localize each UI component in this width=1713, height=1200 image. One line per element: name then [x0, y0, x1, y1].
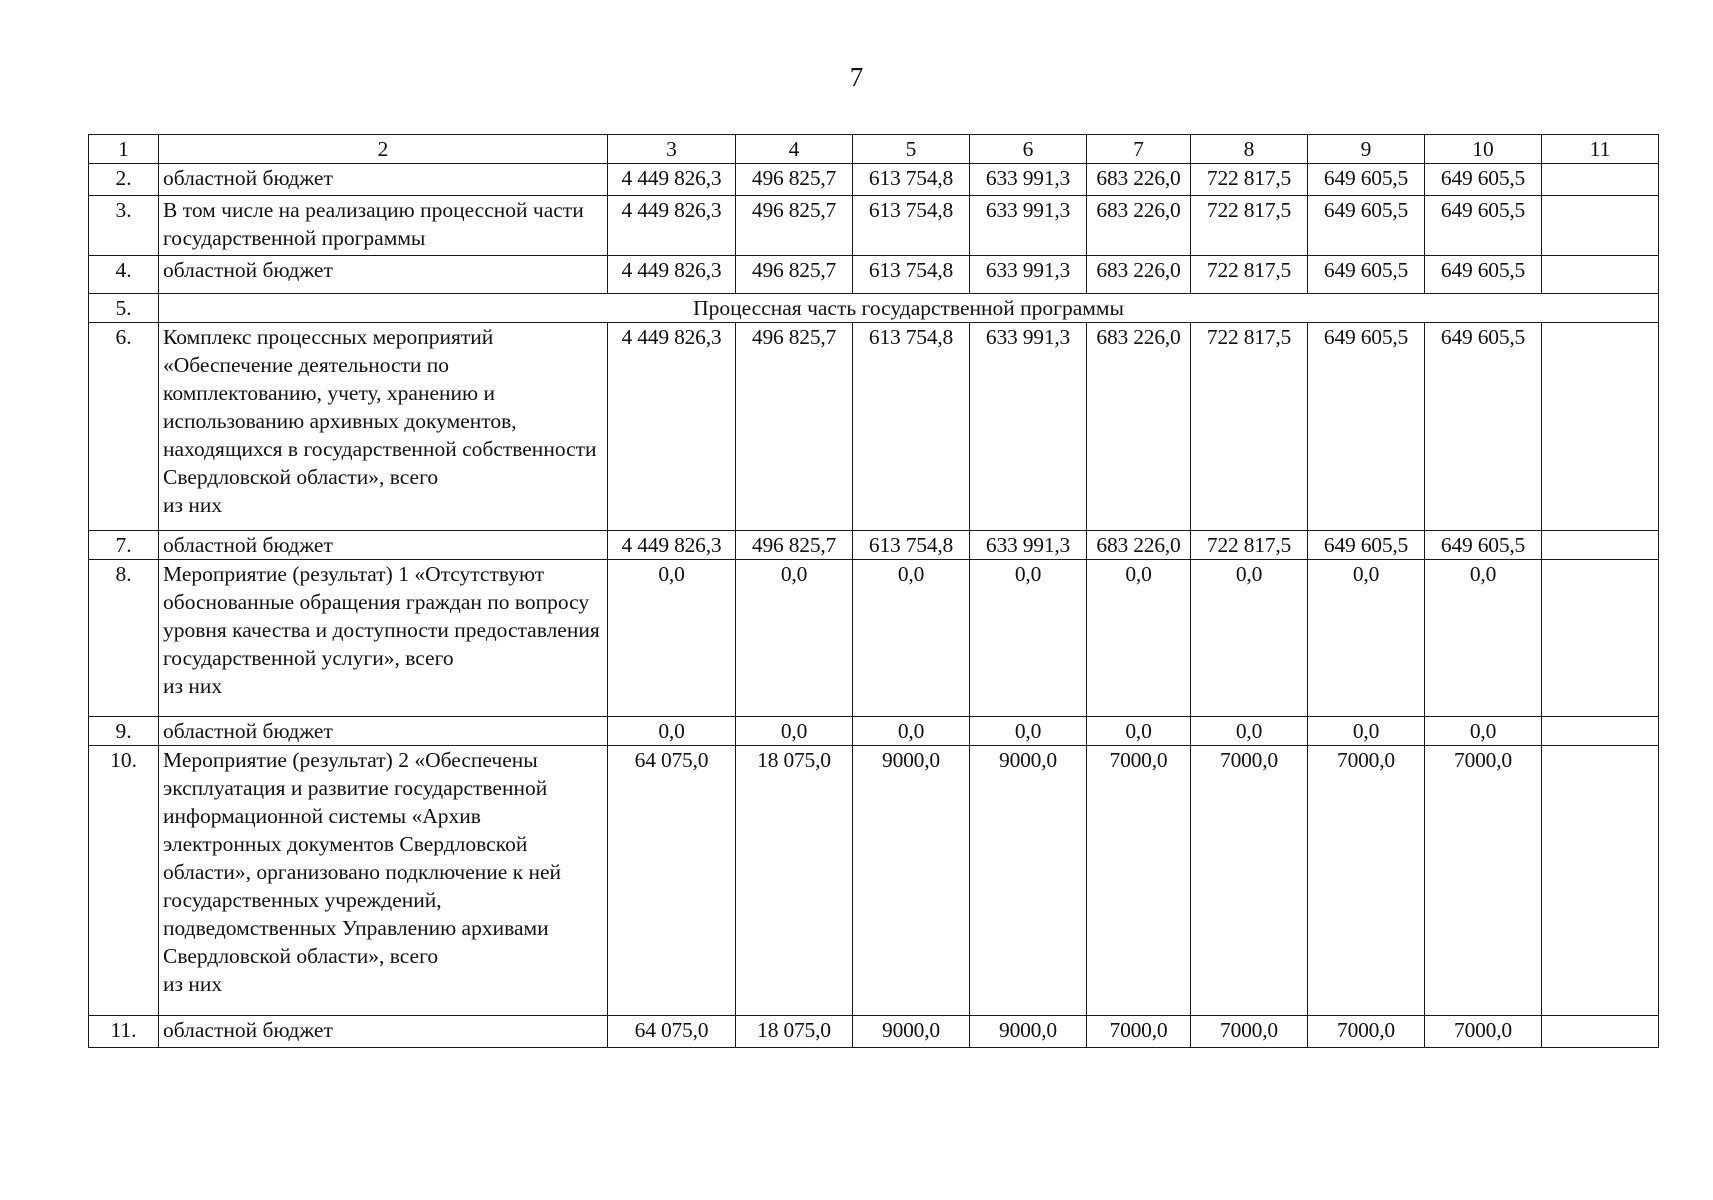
value-cell-col-9: 0,0: [1308, 717, 1425, 746]
value-cell-col-4: 496 825,7: [736, 196, 853, 256]
value-cell-col-4: 496 825,7: [736, 531, 853, 560]
value-cell-col-6: 0,0: [970, 560, 1087, 717]
table-row: [89, 196, 1659, 256]
value-cell-col-3: 4 449 826,3: [608, 531, 736, 560]
value-cell-col-5: 613 754,8: [853, 256, 970, 294]
value-cell-col-8: 0,0: [1191, 717, 1308, 746]
value-cell-col-9: 7000,0: [1308, 746, 1425, 1016]
value-cell-col-4: 0,0: [736, 560, 853, 717]
row-number: 2.: [89, 164, 159, 196]
table-row: [89, 746, 1659, 1016]
row-number: 6.: [89, 323, 159, 531]
value-cell-col-5: 613 754,8: [853, 196, 970, 256]
value-cell-col-6: 633 991,3: [970, 323, 1087, 531]
value-cell-col-11: [1542, 746, 1659, 1016]
value-cell-col-10: 0,0: [1425, 717, 1542, 746]
value-cell-col-10: 649 605,5: [1425, 196, 1542, 256]
value-cell-col-6: 9000,0: [970, 746, 1087, 1016]
value-cell-col-9: 649 605,5: [1308, 196, 1425, 256]
page-number: 7: [849, 62, 864, 92]
header-cell-5: 5: [853, 135, 970, 164]
value-cell-col-11: [1542, 717, 1659, 746]
header-cell-2: 2: [159, 135, 608, 164]
value-cell-col-8: 722 817,5: [1191, 256, 1308, 294]
value-cell-col-4: 496 825,7: [736, 164, 853, 196]
value-cell-col-9: 7000,0: [1308, 1016, 1425, 1048]
value-cell-col-11: [1542, 256, 1659, 294]
value-cell-col-5: 613 754,8: [853, 531, 970, 560]
table-row: [89, 256, 1659, 294]
value-cell-col-3: 0,0: [608, 717, 736, 746]
value-cell-col-5: 613 754,8: [853, 164, 970, 196]
value-cell-col-7: 683 226,0: [1087, 164, 1191, 196]
value-cell-col-5: 9000,0: [853, 746, 970, 1016]
row-label: областной бюджет: [159, 164, 608, 196]
value-cell-col-3: 4 449 826,3: [608, 256, 736, 294]
value-cell-col-4: 18 075,0: [736, 1016, 853, 1048]
value-cell-col-6: 9000,0: [970, 1016, 1087, 1048]
table-row: [89, 717, 1659, 746]
value-cell-col-8: 722 817,5: [1191, 323, 1308, 531]
row-number: 4.: [89, 256, 159, 294]
value-cell-col-7: 683 226,0: [1087, 256, 1191, 294]
value-cell-col-11: [1542, 164, 1659, 196]
value-cell-col-3: 64 075,0: [608, 1016, 736, 1048]
value-cell-col-3: 4 449 826,3: [608, 196, 736, 256]
value-cell-col-10: 7000,0: [1425, 1016, 1542, 1048]
value-cell-col-6: 633 991,3: [970, 531, 1087, 560]
value-cell-col-6: 633 991,3: [970, 196, 1087, 256]
header-row: [89, 135, 1659, 164]
value-cell-col-5: 0,0: [853, 560, 970, 717]
value-cell-col-11: [1542, 323, 1659, 531]
row-number: 8.: [89, 560, 159, 717]
value-cell-col-8: 7000,0: [1191, 1016, 1308, 1048]
value-cell-col-8: 722 817,5: [1191, 164, 1308, 196]
header-cell-7: 7: [1087, 135, 1191, 164]
value-cell-col-6: 633 991,3: [970, 164, 1087, 196]
value-cell-col-7: 7000,0: [1087, 746, 1191, 1016]
value-cell-col-5: 0,0: [853, 717, 970, 746]
row-label: областной бюджет: [159, 717, 608, 746]
row-label: Мероприятие (результат) 1 «Отсутствуют обоснованные обращения граждан по вопросу уровня качества и доступности предоставления государственной услуги», всего из них: [159, 560, 608, 717]
value-cell-col-9: 0,0: [1308, 560, 1425, 717]
header-cell-10: 10: [1425, 135, 1542, 164]
value-cell-col-8: 0,0: [1191, 560, 1308, 717]
budget-table: [88, 134, 1659, 1048]
header-cell-8: 8: [1191, 135, 1308, 164]
value-cell-col-9: 649 605,5: [1308, 164, 1425, 196]
value-cell-col-10: 7000,0: [1425, 746, 1542, 1016]
value-cell-col-8: 7000,0: [1191, 746, 1308, 1016]
row-number: 11.: [89, 1016, 159, 1048]
row-number: 3.: [89, 196, 159, 256]
value-cell-col-9: 649 605,5: [1308, 531, 1425, 560]
value-cell-col-10: 649 605,5: [1425, 323, 1542, 531]
row-label: областной бюджет: [159, 531, 608, 560]
value-cell-col-11: [1542, 196, 1659, 256]
value-cell-col-7: 7000,0: [1087, 1016, 1191, 1048]
value-cell-col-7: 683 226,0: [1087, 323, 1191, 531]
value-cell-col-4: 18 075,0: [736, 746, 853, 1016]
value-cell-col-3: 64 075,0: [608, 746, 736, 1016]
header-cell-4: 4: [736, 135, 853, 164]
section-title: Процессная часть государственной программы: [159, 294, 1659, 323]
value-cell-col-6: 633 991,3: [970, 256, 1087, 294]
table-row: [89, 164, 1659, 196]
row-label: Мероприятие (результат) 2 «Обеспечены эксплуатация и развитие государственной информационной системы «Архив электронных документов Свердловской области», организовано подключение к ней государственных учреждений, подведомственных Управлению архивами Свердловской области», всего из них: [159, 746, 608, 1016]
table-row: [89, 531, 1659, 560]
row-label: В том числе на реализацию процессной части государственной программы: [159, 196, 608, 256]
table-row: [89, 294, 1659, 323]
table-row: [89, 1016, 1659, 1048]
header-cell-3: 3: [608, 135, 736, 164]
value-cell-col-3: 4 449 826,3: [608, 164, 736, 196]
value-cell-col-3: 0,0: [608, 560, 736, 717]
value-cell-col-11: [1542, 1016, 1659, 1048]
value-cell-col-8: 722 817,5: [1191, 531, 1308, 560]
value-cell-col-6: 0,0: [970, 717, 1087, 746]
header-cell-9: 9: [1308, 135, 1425, 164]
value-cell-col-9: 649 605,5: [1308, 256, 1425, 294]
value-cell-col-7: 683 226,0: [1087, 196, 1191, 256]
value-cell-col-5: 613 754,8: [853, 323, 970, 531]
value-cell-col-5: 9000,0: [853, 1016, 970, 1048]
value-cell-col-4: 0,0: [736, 717, 853, 746]
row-label: областной бюджет: [159, 1016, 608, 1048]
row-label: Комплекс процессных мероприятий «Обеспечение деятельности по комплектованию, учету, хранению и использованию архивных документов, находящихся в государственной собственности Свердловской области», всего из них: [159, 323, 608, 531]
value-cell-col-10: 649 605,5: [1425, 256, 1542, 294]
row-number: 5.: [89, 294, 159, 323]
value-cell-col-10: 649 605,5: [1425, 531, 1542, 560]
value-cell-col-7: 0,0: [1087, 560, 1191, 717]
row-number: 7.: [89, 531, 159, 560]
header-cell-11: 11: [1542, 135, 1659, 164]
value-cell-col-3: 4 449 826,3: [608, 323, 736, 531]
header-cell-1: 1: [89, 135, 159, 164]
value-cell-col-9: 649 605,5: [1308, 323, 1425, 531]
value-cell-col-11: [1542, 531, 1659, 560]
value-cell-col-11: [1542, 560, 1659, 717]
value-cell-col-8: 722 817,5: [1191, 196, 1308, 256]
table-row: [89, 323, 1659, 531]
header-cell-6: 6: [970, 135, 1087, 164]
value-cell-col-10: 649 605,5: [1425, 164, 1542, 196]
value-cell-col-4: 496 825,7: [736, 256, 853, 294]
value-cell-col-7: 0,0: [1087, 717, 1191, 746]
value-cell-col-4: 496 825,7: [736, 323, 853, 531]
row-number: 9.: [89, 717, 159, 746]
row-label: областной бюджет: [159, 256, 608, 294]
value-cell-col-10: 0,0: [1425, 560, 1542, 717]
value-cell-col-7: 683 226,0: [1087, 531, 1191, 560]
row-number: 10.: [89, 746, 159, 1016]
table-row: [89, 560, 1659, 717]
